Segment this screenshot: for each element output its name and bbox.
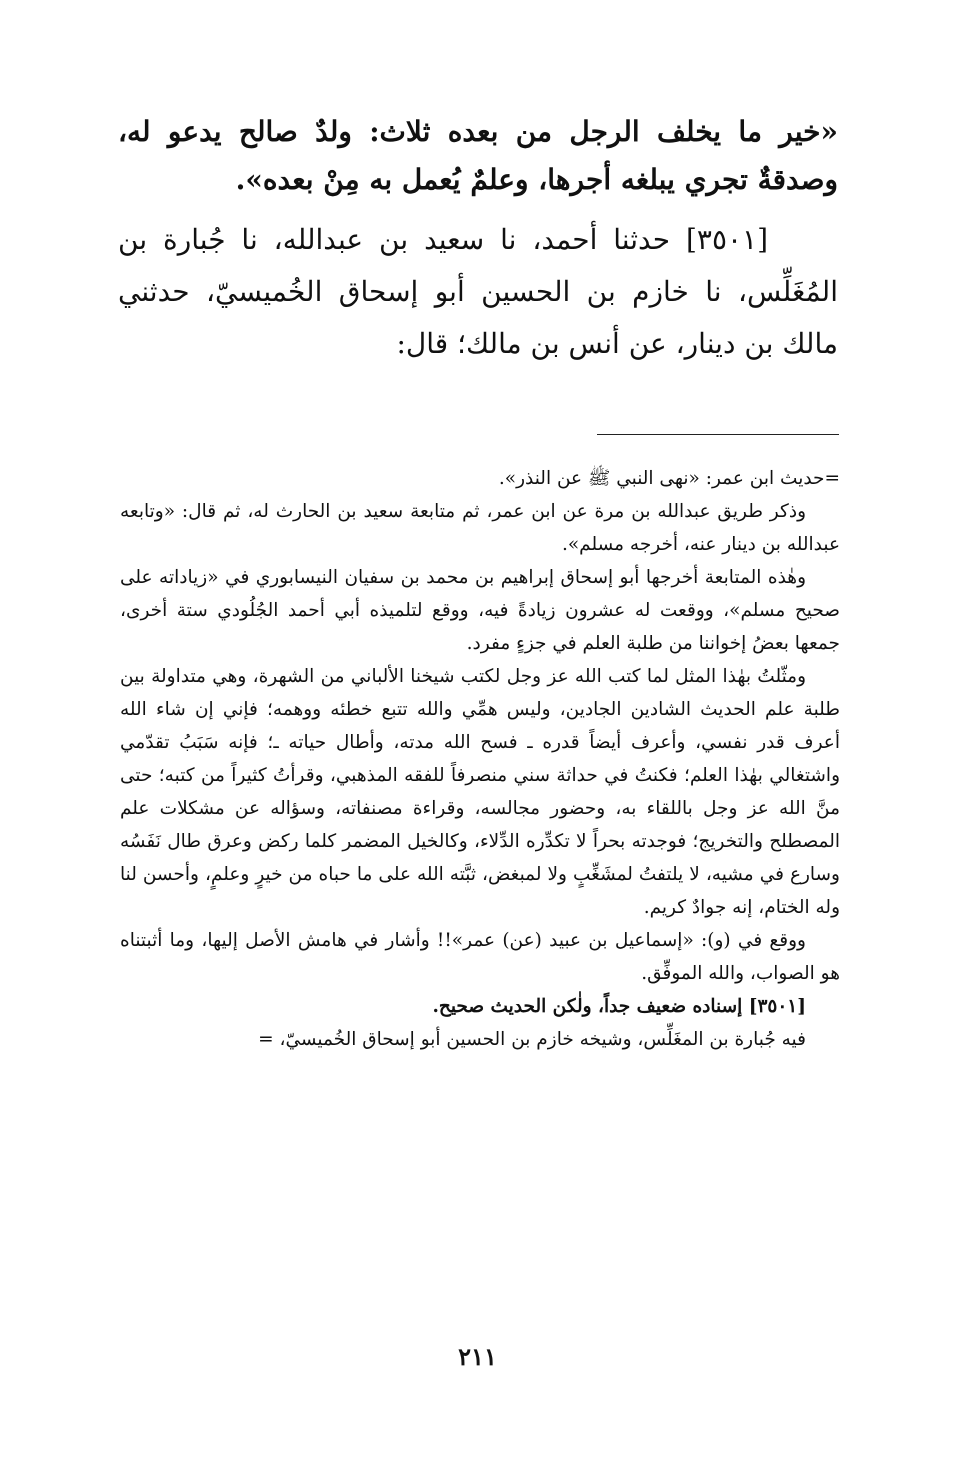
footnote-paragraph: فيه جُبارة بن المغَلِّس، وشيخه خازم بن الحسين أبو إسحاق الخُميسيّ، = — [258, 1029, 806, 1050]
footnotes — [120, 462, 840, 1056]
footnote-separator — [597, 434, 839, 435]
hadith-quote: «خير ما يخلف الرجل من بعده ثلاث: ولدٌ صالح يدعو له، وصدقةٌ تجري يبلغه أجرها، وعلمٌ يُعمل به مِنْ بعده». — [118, 115, 838, 196]
footnote-3501-heading: [٣٥٠١] إسناده ضعيف جداً، ولٰكن الحديث صحيح. — [432, 996, 806, 1017]
footnote-continuation: =حديث ابن عمر: «نهى النبي ﷺ عن النذر». — [498, 468, 840, 489]
main-text — [118, 108, 838, 370]
footnote-paragraph: وذكر طريق عبدالله بن مرة عن ابن عمر، ثم متابعة سعيد بن الحارث له، ثم قال: «وتابعه عبدالله بن دينار عنه، أخرجه مسلم». — [120, 501, 840, 555]
footnote-paragraph: ووقع في (و): «إسماعيل بن عبيد (عن) عمر»!! وأشار في هامش الأصل إليها، وما أثبتناه هو الصواب، والله الموفِّق. — [120, 930, 840, 984]
hadith-3501-isnad: [٣٥٠١] حدثنا أحمد، نا سعيد بن عبدالله، نا جُبارة بن المُغَلِّس، نا خازم بن الحسين أبو إسحاق الخُميسيّ، حدثني مالك بن دينار، عن أنس بن مالك؛ قال: — [118, 223, 838, 360]
footnote-paragraph: ومثّلتُ بهٰذا المثل لما كتب الله عز وجل لكتب شيخنا الألباني من الشهرة، وهي متداولة بين طلبة علم الحديث الشادين الجادين، وليس همِّي والله تتبع خطئه ووهمه؛ فإني إن شاء الله أعرف قدر نفسي، وأعرف أيضاً قدره ـ فسح الله مدته، وأطال حياته ـ؛ فإنه سَبَبُ تقدّمي واشتغالي بهٰذا العلم؛ فكنتُ في حداثة سني منصرفاً للفقه المذهبي، وقرأتُ كثيراً من كتبه؛ حتى منَّ الله عز وجل باللقاء به، وحضور مجالسه، وقراءة مصنفاته، وسؤاله عن مشكلات علم المصطلح والتخريج؛ فوجدته بحراً لا تكدِّره الدِّلاء، وكالخيل المضمر كلما ركض وعرق طال نَفَسُه وسارع في مشيه، لا يلتفتُ لمشَغِّبٍ ولا لمبغض، ثبَّته الله على ما حباه من خيرٍ وعلمٍ، وأحسن لنا وله الختام، إنه جوادٌ كريم. — [120, 666, 840, 918]
page-number: ٢١١ — [458, 1342, 497, 1371]
footnote-paragraph: وهٰذه المتابعة أخرجها أبو إسحاق إبراهيم بن محمد بن سفيان النيسابوري في «زياداته على صحيح مسلم»، ووقعت له عشرون زيادةً فيه، ووقع لتلميذه أبي أحمد الجُلُودي ستة أخرى، جمعها بعضُ إخواننا من طلبة العلم في جزءٍ مفرد. — [120, 567, 840, 654]
